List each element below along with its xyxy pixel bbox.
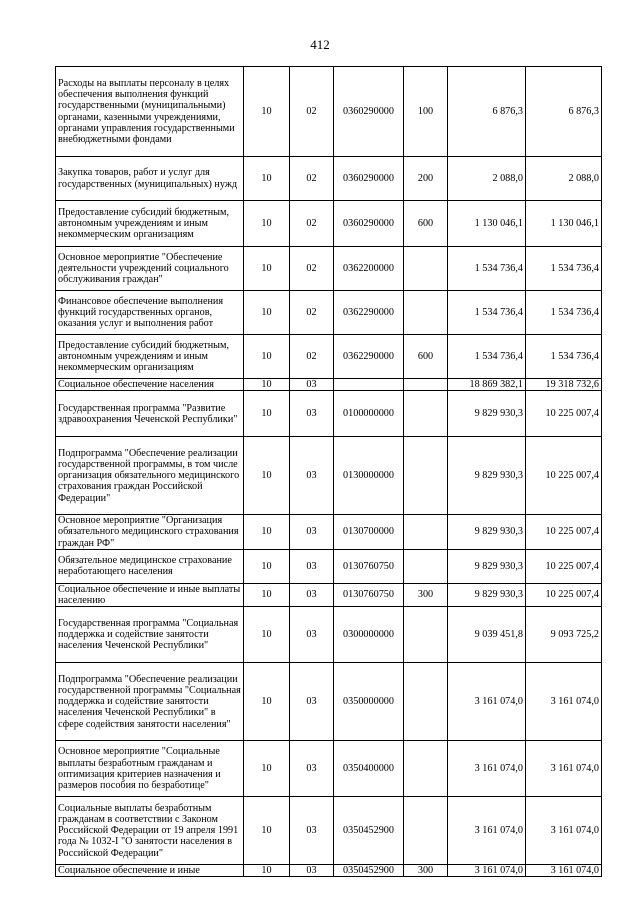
row-section: 10 <box>244 291 290 335</box>
table-row <box>56 583 602 606</box>
row-subsection: 03 <box>290 391 334 437</box>
table-row <box>56 335 602 379</box>
table-row <box>56 515 602 550</box>
row-section: 10 <box>244 437 290 515</box>
table-row <box>56 663 602 741</box>
row-amount-2: 3 161 074,0 <box>526 797 602 865</box>
table-row <box>56 607 602 663</box>
row-subsection: 03 <box>290 515 334 550</box>
row-name: Расходы на выплаты персоналу в целях обеспечения выполнения функций государственными (муниципальными) органами, казенными учреждениями, органами управления государственными внебюджетными фондами <box>56 67 244 157</box>
row-amount-2: 1 534 736,4 <box>526 291 602 335</box>
row-section: 10 <box>244 663 290 741</box>
row-expense-type <box>404 741 448 797</box>
row-name: Социальное обеспечение и иные выплаты населению <box>56 583 244 606</box>
row-target-article: 0130760750 <box>334 549 404 583</box>
row-target-article <box>334 379 404 391</box>
row-name: Государственная программа "Социальная поддержка и содействие занятости населения Чеченской Республики" <box>56 607 244 663</box>
row-section: 10 <box>244 201 290 247</box>
row-subsection: 02 <box>290 201 334 247</box>
row-amount-2: 3 161 074,0 <box>526 663 602 741</box>
row-name: Закупка товаров, работ и услуг для государственных (муниципальных) нужд <box>56 157 244 201</box>
row-expense-type <box>404 797 448 865</box>
table-row <box>56 379 602 391</box>
row-target-article: 0362290000 <box>334 291 404 335</box>
row-amount-2: 1 534 736,4 <box>526 335 602 379</box>
row-expense-type: 600 <box>404 201 448 247</box>
row-amount-1: 9 829 930,3 <box>448 437 526 515</box>
page-number: 412 <box>310 37 330 52</box>
row-target-article: 0350000000 <box>334 663 404 741</box>
table-row <box>56 549 602 583</box>
row-expense-type <box>404 379 448 391</box>
row-section: 10 <box>244 741 290 797</box>
row-amount-1: 9 829 930,3 <box>448 549 526 583</box>
row-target-article: 0100000000 <box>334 391 404 437</box>
row-amount-1: 9 829 930,3 <box>448 583 526 606</box>
row-target-article: 0350452900 <box>334 797 404 865</box>
row-target-article: 0130000000 <box>334 437 404 515</box>
row-section: 10 <box>244 607 290 663</box>
row-amount-1: 1 534 736,4 <box>448 247 526 291</box>
row-target-article: 0350452900 <box>334 865 404 877</box>
row-section: 10 <box>244 797 290 865</box>
row-name: Финансовое обеспечение выполнения функций государственных органов, оказания услуг и выполнения работ <box>56 291 244 335</box>
row-target-article: 0362200000 <box>334 247 404 291</box>
row-subsection: 02 <box>290 291 334 335</box>
row-section: 10 <box>244 247 290 291</box>
row-amount-1: 3 161 074,0 <box>448 865 526 877</box>
table-row <box>56 437 602 515</box>
row-amount-1: 3 161 074,0 <box>448 663 526 741</box>
row-expense-type <box>404 549 448 583</box>
row-name: Социальное обеспечение населения <box>56 379 244 391</box>
row-amount-1: 3 161 074,0 <box>448 741 526 797</box>
table-row <box>56 67 602 157</box>
row-expense-type: 300 <box>404 583 448 606</box>
row-amount-1: 1 534 736,4 <box>448 291 526 335</box>
row-name: Обязательное медицинское страхование неработающего населения <box>56 549 244 583</box>
row-expense-type: 200 <box>404 157 448 201</box>
row-target-article: 0360290000 <box>334 201 404 247</box>
row-amount-2: 10 225 007,4 <box>526 515 602 550</box>
row-name: Государственная программа "Развитие здравоохранения Чеченской Республики" <box>56 391 244 437</box>
row-name: Предоставление субсидий бюджетным, автономным учреждениям и иным некоммерческим организациям <box>56 335 244 379</box>
row-subsection: 02 <box>290 247 334 291</box>
row-subsection: 03 <box>290 379 334 391</box>
row-expense-type <box>404 437 448 515</box>
row-name: Предоставление субсидий бюджетным, автономным учреждениям и иным некоммерческим организациям <box>56 201 244 247</box>
table-row <box>56 797 602 865</box>
row-amount-2: 10 225 007,4 <box>526 549 602 583</box>
table-row <box>56 865 602 877</box>
row-expense-type: 100 <box>404 67 448 157</box>
row-amount-1: 3 161 074,0 <box>448 797 526 865</box>
row-amount-2: 1 130 046,1 <box>526 201 602 247</box>
row-subsection: 02 <box>290 157 334 201</box>
row-target-article: 0350400000 <box>334 741 404 797</box>
row-subsection: 02 <box>290 67 334 157</box>
row-amount-1: 1 130 046,1 <box>448 201 526 247</box>
row-expense-type: 600 <box>404 335 448 379</box>
row-name: Основное мероприятие "Организация обязательного медицинского страхования граждан РФ" <box>56 515 244 550</box>
row-name: Подпрограмма "Обеспечение реализации государственной программы "Социальная поддержка и содействие занятости населения Чеченской Республики" в сфере содействия занятости населения" <box>56 663 244 741</box>
table-row <box>56 741 602 797</box>
row-amount-1: 9 829 930,3 <box>448 391 526 437</box>
row-target-article: 0360290000 <box>334 157 404 201</box>
row-expense-type <box>404 291 448 335</box>
row-amount-2: 19 318 732,6 <box>526 379 602 391</box>
row-target-article: 0362290000 <box>334 335 404 379</box>
row-subsection: 03 <box>290 663 334 741</box>
row-amount-1: 1 534 736,4 <box>448 335 526 379</box>
row-expense-type <box>404 663 448 741</box>
row-amount-1: 9 829 930,3 <box>448 515 526 550</box>
row-target-article: 0130760750 <box>334 583 404 606</box>
table-row <box>56 201 602 247</box>
row-target-article: 0360290000 <box>334 67 404 157</box>
row-subsection: 03 <box>290 607 334 663</box>
row-target-article: 0130700000 <box>334 515 404 550</box>
row-section: 10 <box>244 379 290 391</box>
table-row <box>56 391 602 437</box>
row-expense-type: 300 <box>404 865 448 877</box>
table-row <box>56 247 602 291</box>
row-expense-type <box>404 247 448 291</box>
row-amount-1: 18 869 382,1 <box>448 379 526 391</box>
row-expense-type <box>404 391 448 437</box>
row-subsection: 03 <box>290 437 334 515</box>
row-section: 10 <box>244 335 290 379</box>
row-section: 10 <box>244 583 290 606</box>
row-name: Основное мероприятие "Социальные выплаты безработным гражданам и оптимизация критериев назначения и размеров пособия по безработице" <box>56 741 244 797</box>
row-expense-type <box>404 515 448 550</box>
row-subsection: 03 <box>290 865 334 877</box>
row-section: 10 <box>244 67 290 157</box>
row-section: 10 <box>244 391 290 437</box>
table-row <box>56 157 602 201</box>
row-amount-1: 9 039 451,8 <box>448 607 526 663</box>
row-amount-2: 10 225 007,4 <box>526 583 602 606</box>
row-amount-1: 6 876,3 <box>448 67 526 157</box>
row-section: 10 <box>244 865 290 877</box>
budget-table <box>55 66 602 877</box>
row-amount-2: 6 876,3 <box>526 67 602 157</box>
row-subsection: 03 <box>290 741 334 797</box>
row-amount-2: 10 225 007,4 <box>526 391 602 437</box>
row-amount-2: 3 161 074,0 <box>526 741 602 797</box>
row-amount-2: 1 534 736,4 <box>526 247 602 291</box>
table-row <box>56 291 602 335</box>
row-section: 10 <box>244 515 290 550</box>
row-name: Социальные выплаты безработным гражданам в соответствии с Законом Российской Федерации от 19 апреля 1991 года № 1032-I "О занятости населения в Российской Федерации" <box>56 797 244 865</box>
row-amount-1: 2 088,0 <box>448 157 526 201</box>
row-section: 10 <box>244 157 290 201</box>
row-expense-type <box>404 607 448 663</box>
row-amount-2: 9 093 725,2 <box>526 607 602 663</box>
row-name: Основное мероприятие "Обеспечение деятельности учреждений социального обслуживания граждан" <box>56 247 244 291</box>
row-name: Подпрограмма "Обеспечение реализации государственной программы, в том числе организация обязательного медицинского страхования граждан Российской Федерации" <box>56 437 244 515</box>
row-amount-2: 2 088,0 <box>526 157 602 201</box>
row-subsection: 03 <box>290 583 334 606</box>
row-amount-2: 10 225 007,4 <box>526 437 602 515</box>
row-subsection: 03 <box>290 549 334 583</box>
row-name: Социальное обеспечение и иные <box>56 865 244 877</box>
row-target-article: 0300000000 <box>334 607 404 663</box>
row-section: 10 <box>244 549 290 583</box>
row-amount-2: 3 161 074,0 <box>526 865 602 877</box>
row-subsection: 02 <box>290 335 334 379</box>
row-subsection: 03 <box>290 797 334 865</box>
